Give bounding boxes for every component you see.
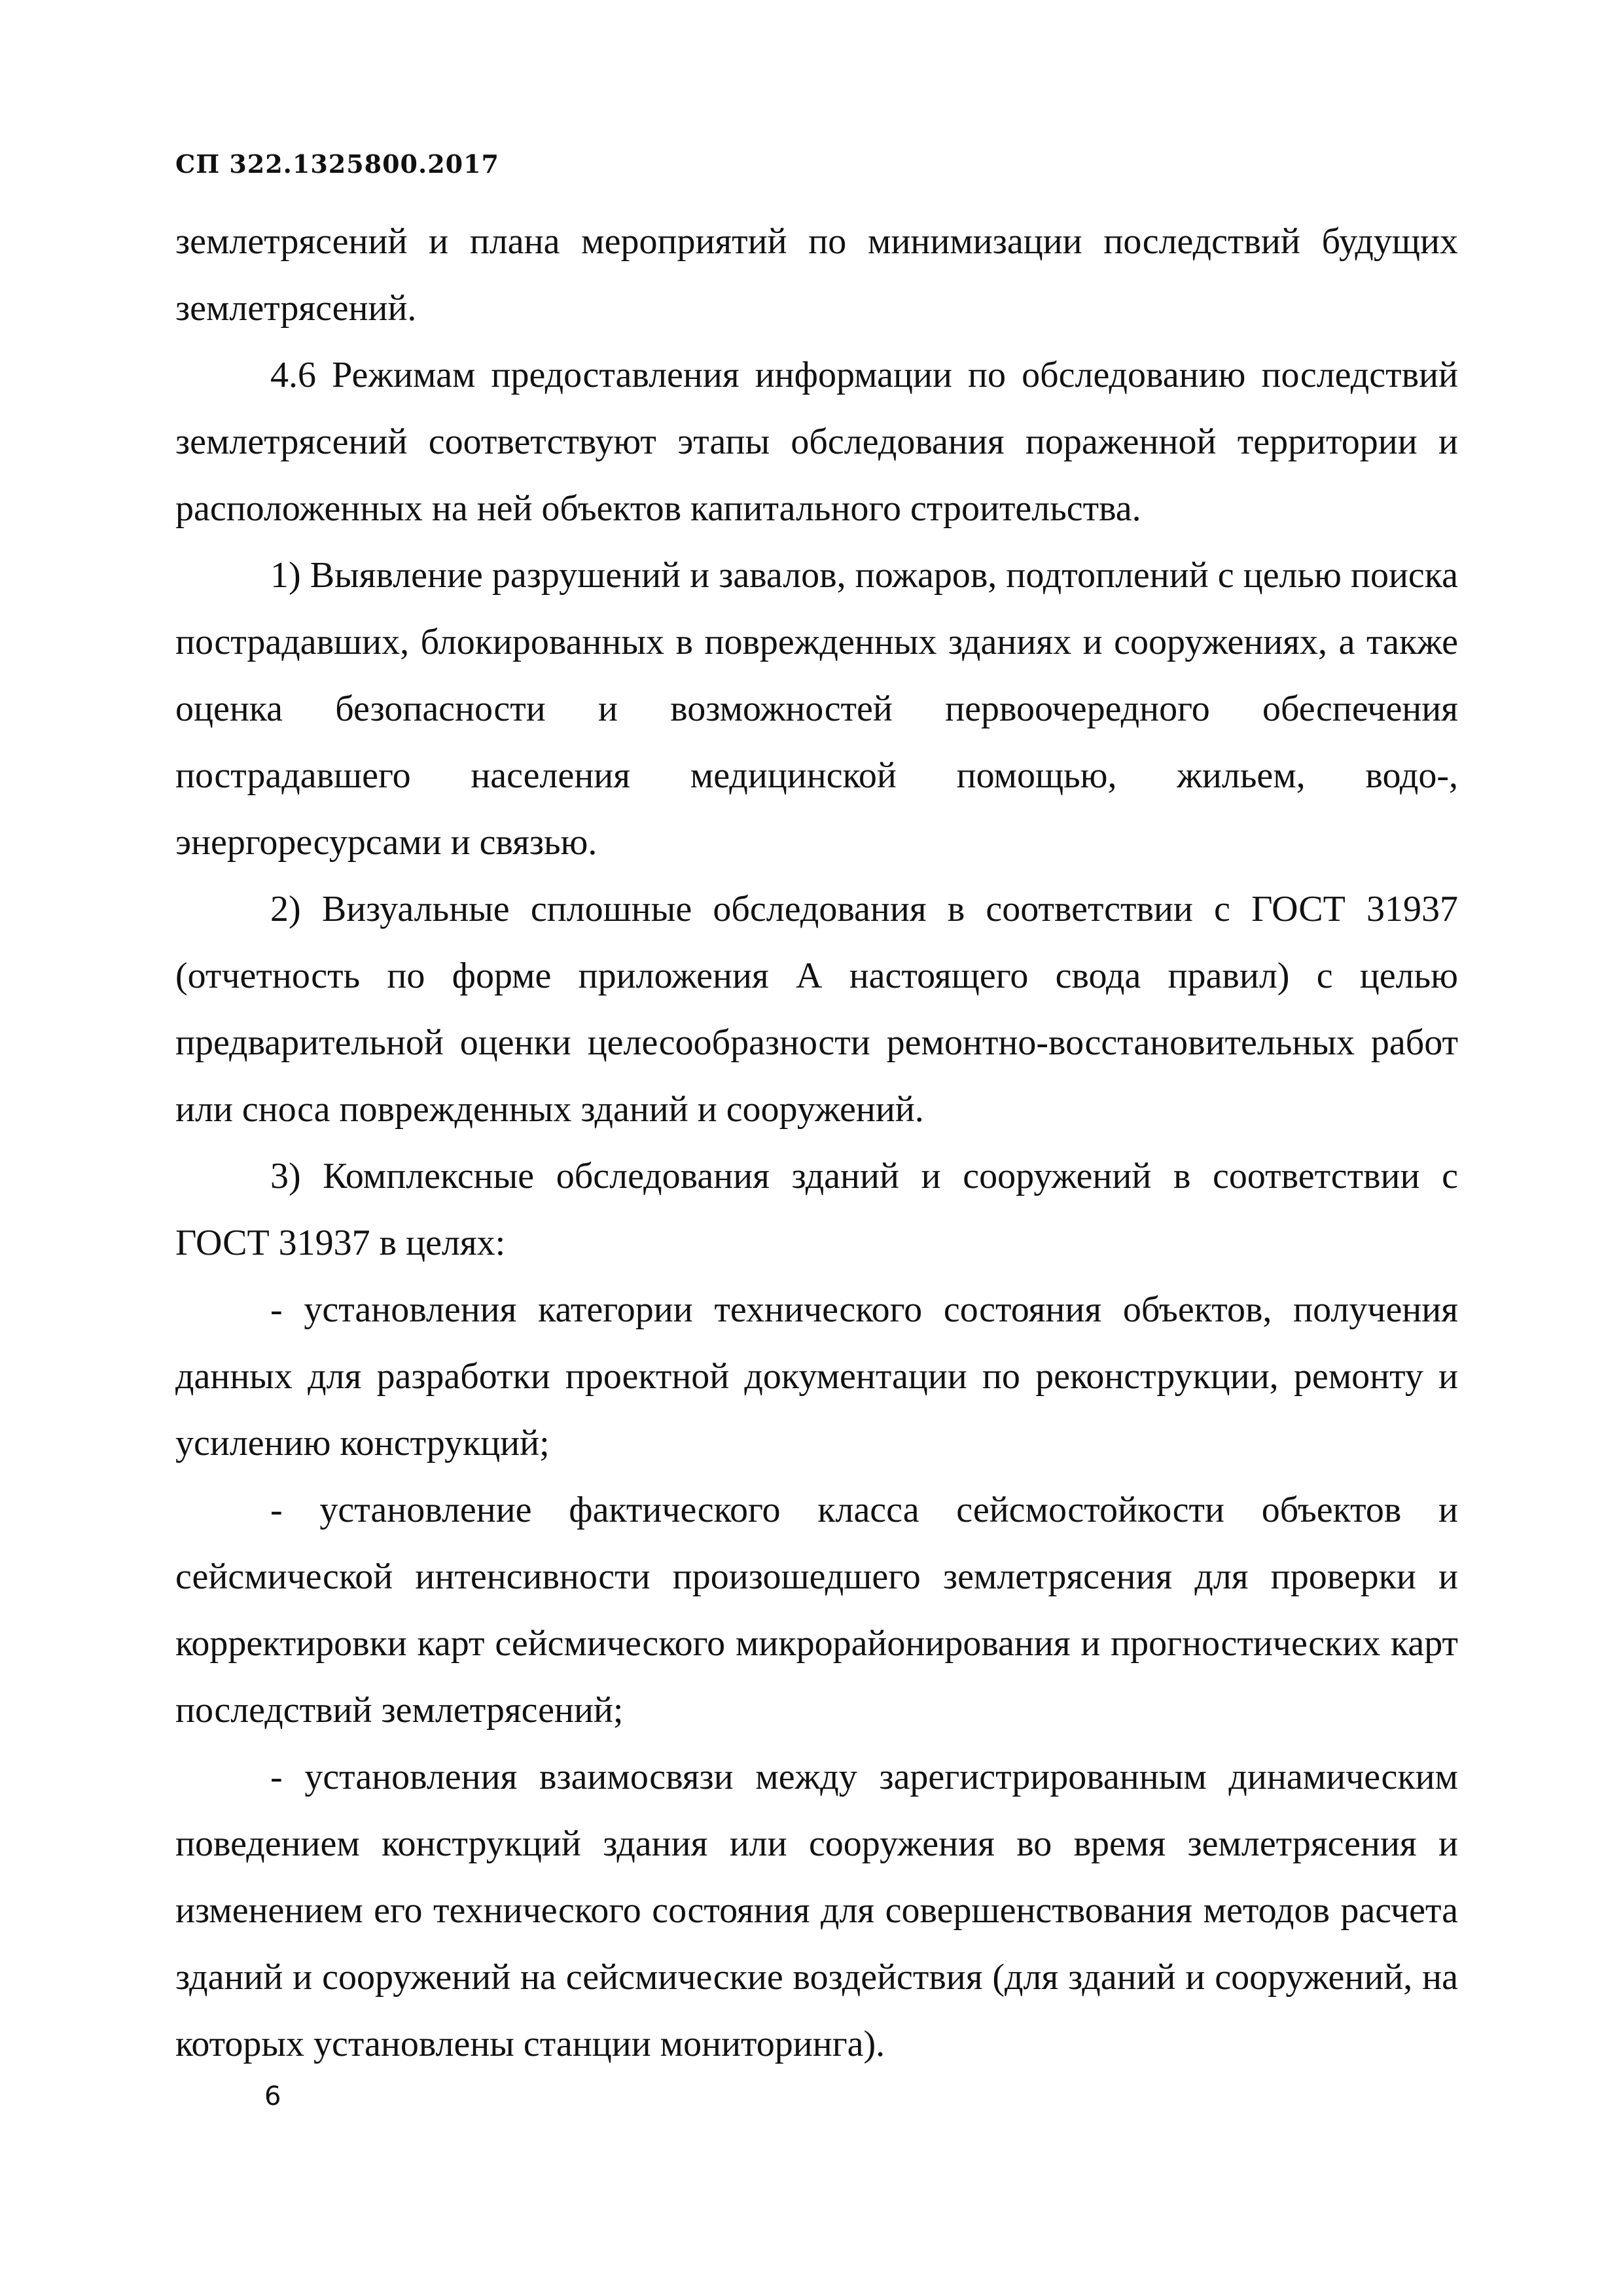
paragraph-item-2: 2) Визуальные сплошные обследования в соответствии с ГОСТ 31937 (отчетность по форме приложения А настоящего свода правил) с целью предварительной оценки целесообразности ремонтно-восстановительных работ или сноса поврежденных зданий и сооружений. [175,889,1458,1130]
document-body [175,208,1458,2077]
paragraph-bullet-1: - установления категории технического состояния объектов, получения данных для разработки проектной документации по реконструкции, ремонту и усилению конструкций; [175,1289,1458,1463]
paragraph-bullet-3: - установления взаимосвязи между зарегистрированным динамическим поведением конструкций здания или сооружения во время землетрясения и изменением его технического состояния для совершенствования методов расчета зданий и сооружений на сейсмические воздействия (для зданий и сооружений, на которых установлены станции мониторинга). [175,1757,1458,2064]
page-number: 6 [264,2081,281,2111]
paragraph-bullet-2: - установление фактического класса сейсмостойкости объектов и сейсмической интенсивности произошедшего землетрясения для проверки и корректировки карт сейсмического микрорайонирования и прогностических карт последствий землетрясений; [175,1490,1458,1731]
paragraph-continuation: землетрясений и плана мероприятий по минимизации последствий будущих землетрясений. [175,221,1458,329]
paragraph-item-3: 3) Комплексные обследования зданий и сооружений в соответствии с ГОСТ 31937 в целях: [175,1156,1458,1263]
document-code: СП 322.1325800.2017 [175,149,499,179]
paragraph-item-1: 1) Выявление разрушений и завалов, пожаров, подтоплений с целью поиска пострадавших, блокированных в поврежденных зданиях и сооружениях, а также оценка безопасности и возможностей первоочередного обеспечения пострадавшего населения медицинской помощью, жильем, водо-, энергоресурсами и связью. [175,555,1458,863]
paragraph-4-6: 4.6 Режимам предоставления информации по обследованию последствий землетрясений соответствуют этапы обследования пораженной территории и расположенных на ней объектов капитального строительства. [175,355,1458,529]
